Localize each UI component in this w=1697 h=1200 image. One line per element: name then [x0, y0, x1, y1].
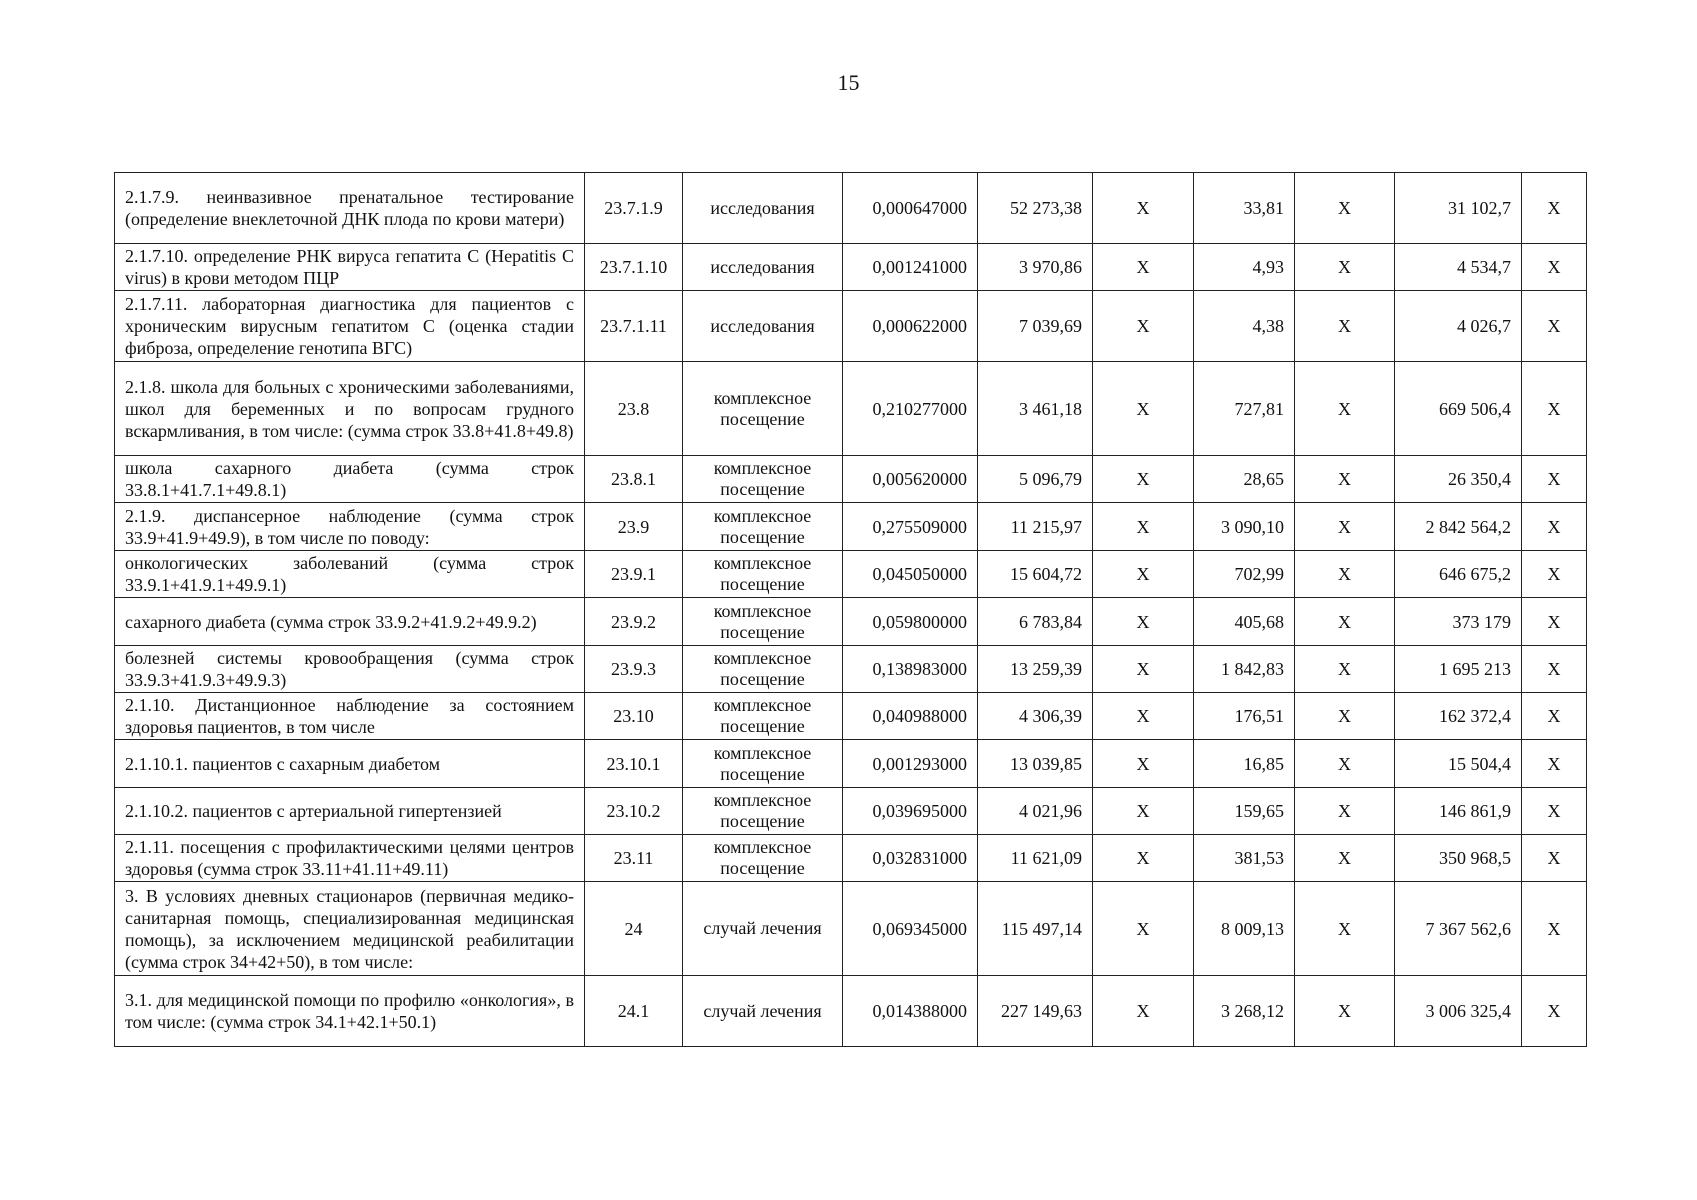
- table-row: [115, 693, 1587, 740]
- cost-cell: 227 149,63: [978, 976, 1093, 1047]
- x-mark-cell: X: [1522, 244, 1587, 291]
- per-capita-cell: 28,65: [1194, 456, 1295, 503]
- unit-cell: комплексное посещение: [683, 835, 843, 882]
- per-capita-cell: 159,65: [1194, 788, 1295, 835]
- row-code-cell: 24: [585, 882, 683, 976]
- table-row: [115, 551, 1587, 598]
- cost-cell: 7 039,69: [978, 291, 1093, 362]
- norm-cell: 0,069345000: [843, 882, 978, 976]
- row-code-cell: 24.1: [585, 976, 683, 1047]
- row-code-cell: 23.7.1.10: [585, 244, 683, 291]
- x-mark-cell: X: [1522, 291, 1587, 362]
- cost-cell: 6 783,84: [978, 598, 1093, 646]
- row-code-cell: 23.9.1: [585, 551, 683, 598]
- table-row: [115, 291, 1587, 362]
- total-cell: 669 506,4: [1395, 362, 1522, 456]
- per-capita-cell: 1 842,83: [1194, 646, 1295, 693]
- per-capita-cell: 33,81: [1194, 173, 1295, 244]
- row-code-cell: 23.10.2: [585, 788, 683, 835]
- norm-cell: 0,005620000: [843, 456, 978, 503]
- page-number: 15: [837, 70, 860, 95]
- unit-cell: случай лечения: [683, 976, 843, 1047]
- cost-cell: 52 273,38: [978, 173, 1093, 244]
- norm-cell: 0,000647000: [843, 173, 978, 244]
- x-mark-cell: X: [1522, 503, 1587, 551]
- unit-cell: исследования: [683, 291, 843, 362]
- table-row: [115, 835, 1587, 882]
- row-name-cell: 2.1.10. Дистанционное наблюдение за состоянием здоровья пациентов, в том числе: [115, 693, 585, 740]
- row-name-cell: 2.1.9. диспансерное наблюдение (сумма строк 33.9+41.9+49.9), в том числе по поводу:: [115, 503, 585, 551]
- per-capita-cell: 3 268,12: [1194, 976, 1295, 1047]
- unit-cell: комплексное посещение: [683, 362, 843, 456]
- per-capita-cell: 16,85: [1194, 740, 1295, 788]
- table-row: [115, 362, 1587, 456]
- row-code-cell: 23.11: [585, 835, 683, 882]
- row-code-cell: 23.7.1.9: [585, 173, 683, 244]
- x-mark-cell: X: [1295, 882, 1395, 976]
- per-capita-cell: 176,51: [1194, 693, 1295, 740]
- x-mark-cell: X: [1522, 693, 1587, 740]
- row-name-cell: 2.1.7.9. неинвазивное пренатальное тестирование (определение внеклеточной ДНК плода по крови матери): [115, 173, 585, 244]
- norm-cell: 0,045050000: [843, 551, 978, 598]
- x-mark-cell: X: [1522, 882, 1587, 976]
- x-mark-cell: X: [1522, 976, 1587, 1047]
- x-mark-cell: X: [1295, 362, 1395, 456]
- x-mark-cell: X: [1522, 788, 1587, 835]
- per-capita-cell: 4,38: [1194, 291, 1295, 362]
- norm-cell: 0,040988000: [843, 693, 978, 740]
- total-cell: 1 695 213: [1395, 646, 1522, 693]
- unit-cell: исследования: [683, 173, 843, 244]
- row-code-cell: 23.9.3: [585, 646, 683, 693]
- total-cell: 350 968,5: [1395, 835, 1522, 882]
- x-mark-cell: X: [1295, 244, 1395, 291]
- cost-cell: 5 096,79: [978, 456, 1093, 503]
- cost-cell: 15 604,72: [978, 551, 1093, 598]
- row-code-cell: 23.7.1.11: [585, 291, 683, 362]
- table-row: [115, 740, 1587, 788]
- row-name-cell: 3. В условиях дневных стационаров (первичная медико-санитарная помощь, специализированная медицинская помощь), за исключением медицинской реабилитации (сумма строк 34+42+50), в том числе:: [115, 882, 585, 976]
- norm-cell: 0,001293000: [843, 740, 978, 788]
- total-cell: 3 006 325,4: [1395, 976, 1522, 1047]
- norm-cell: 0,275509000: [843, 503, 978, 551]
- cost-cell: 11 215,97: [978, 503, 1093, 551]
- row-name-cell: 2.1.7.10. определение РНК вируса гепатита C (Hepatitis C virus) в крови методом ПЦР: [115, 244, 585, 291]
- cost-cell: 13 259,39: [978, 646, 1093, 693]
- norm-cell: 0,014388000: [843, 976, 978, 1047]
- x-mark-cell: X: [1522, 551, 1587, 598]
- table-row: [115, 882, 1587, 976]
- total-cell: 146 861,9: [1395, 788, 1522, 835]
- unit-cell: комплексное посещение: [683, 740, 843, 788]
- table-row: [115, 173, 1587, 244]
- norm-cell: 0,000622000: [843, 291, 978, 362]
- cost-cell: 4 021,96: [978, 788, 1093, 835]
- total-cell: 15 504,4: [1395, 740, 1522, 788]
- table-row: [115, 976, 1587, 1047]
- x-mark-cell: X: [1295, 291, 1395, 362]
- norm-cell: 0,039695000: [843, 788, 978, 835]
- x-mark-cell: X: [1522, 456, 1587, 503]
- unit-cell: комплексное посещение: [683, 598, 843, 646]
- total-cell: 26 350,4: [1395, 456, 1522, 503]
- x-mark-cell: X: [1093, 740, 1194, 788]
- unit-cell: комплексное посещение: [683, 503, 843, 551]
- total-cell: 162 372,4: [1395, 693, 1522, 740]
- cost-cell: 13 039,85: [978, 740, 1093, 788]
- unit-cell: исследования: [683, 244, 843, 291]
- row-name-cell: онкологических заболеваний (сумма строк 33.9.1+41.9.1+49.9.1): [115, 551, 585, 598]
- cost-cell: 115 497,14: [978, 882, 1093, 976]
- row-code-cell: 23.10: [585, 693, 683, 740]
- table-row: [115, 598, 1587, 646]
- per-capita-cell: 702,99: [1194, 551, 1295, 598]
- unit-cell: комплексное посещение: [683, 788, 843, 835]
- cost-cell: 11 621,09: [978, 835, 1093, 882]
- unit-cell: комплексное посещение: [683, 456, 843, 503]
- table-row: [115, 646, 1587, 693]
- per-capita-cell: 405,68: [1194, 598, 1295, 646]
- x-mark-cell: X: [1093, 503, 1194, 551]
- x-mark-cell: X: [1093, 173, 1194, 244]
- row-name-cell: 2.1.7.11. лабораторная диагностика для пациентов с хроническим вирусным гепатитом C (оценка стадии фиброза, определение генотипа ВГС): [115, 291, 585, 362]
- row-name-cell: сахарного диабета (сумма строк 33.9.2+41.9.2+49.9.2): [115, 598, 585, 646]
- row-code-cell: 23.9: [585, 503, 683, 551]
- unit-cell: случай лечения: [683, 882, 843, 976]
- x-mark-cell: X: [1093, 835, 1194, 882]
- total-cell: 7 367 562,6: [1395, 882, 1522, 976]
- x-mark-cell: X: [1295, 646, 1395, 693]
- per-capita-cell: 4,93: [1194, 244, 1295, 291]
- x-mark-cell: X: [1295, 598, 1395, 646]
- x-mark-cell: X: [1295, 835, 1395, 882]
- per-capita-cell: 3 090,10: [1194, 503, 1295, 551]
- row-name-cell: 2.1.10.1. пациентов с сахарным диабетом: [115, 740, 585, 788]
- x-mark-cell: X: [1093, 291, 1194, 362]
- cost-cell: 4 306,39: [978, 693, 1093, 740]
- x-mark-cell: X: [1522, 173, 1587, 244]
- x-mark-cell: X: [1522, 646, 1587, 693]
- norm-cell: 0,210277000: [843, 362, 978, 456]
- table-row: [115, 244, 1587, 291]
- x-mark-cell: X: [1093, 551, 1194, 598]
- x-mark-cell: X: [1522, 740, 1587, 788]
- row-name-cell: 3.1. для медицинской помощи по профилю «онкология», в том числе: (сумма строк 34.1+42.1+50.1): [115, 976, 585, 1047]
- x-mark-cell: X: [1093, 456, 1194, 503]
- row-code-cell: 23.10.1: [585, 740, 683, 788]
- table-row: [115, 456, 1587, 503]
- row-name-cell: школа сахарного диабета (сумма строк 33.8.1+41.7.1+49.8.1): [115, 456, 585, 503]
- x-mark-cell: X: [1093, 693, 1194, 740]
- x-mark-cell: X: [1093, 646, 1194, 693]
- total-cell: 31 102,7: [1395, 173, 1522, 244]
- total-cell: 2 842 564,2: [1395, 503, 1522, 551]
- unit-cell: комплексное посещение: [683, 693, 843, 740]
- table-row: [115, 788, 1587, 835]
- cost-cell: 3 970,86: [978, 244, 1093, 291]
- row-code-cell: 23.8.1: [585, 456, 683, 503]
- x-mark-cell: X: [1295, 788, 1395, 835]
- row-name-cell: 2.1.10.2. пациентов с артериальной гипертензией: [115, 788, 585, 835]
- x-mark-cell: X: [1295, 740, 1395, 788]
- unit-cell: комплексное посещение: [683, 551, 843, 598]
- cost-cell: 3 461,18: [978, 362, 1093, 456]
- x-mark-cell: X: [1295, 551, 1395, 598]
- total-cell: 646 675,2: [1395, 551, 1522, 598]
- x-mark-cell: X: [1522, 835, 1587, 882]
- norm-cell: 0,001241000: [843, 244, 978, 291]
- x-mark-cell: X: [1295, 503, 1395, 551]
- unit-cell: комплексное посещение: [683, 646, 843, 693]
- x-mark-cell: X: [1093, 976, 1194, 1047]
- x-mark-cell: X: [1295, 456, 1395, 503]
- x-mark-cell: X: [1295, 976, 1395, 1047]
- row-code-cell: 23.9.2: [585, 598, 683, 646]
- row-name-cell: болезней системы кровообращения (сумма строк 33.9.3+41.9.3+49.9.3): [115, 646, 585, 693]
- table-row: [115, 503, 1587, 551]
- table-body: [115, 173, 1587, 1047]
- row-code-cell: 23.8: [585, 362, 683, 456]
- per-capita-cell: 727,81: [1194, 362, 1295, 456]
- row-name-cell: 2.1.11. посещения с профилактическими целями центров здоровья (сумма строк 33.11+41.11+49.11): [115, 835, 585, 882]
- norm-cell: 0,138983000: [843, 646, 978, 693]
- x-mark-cell: X: [1093, 598, 1194, 646]
- norm-cell: 0,059800000: [843, 598, 978, 646]
- x-mark-cell: X: [1295, 173, 1395, 244]
- total-cell: 4 026,7: [1395, 291, 1522, 362]
- total-cell: 373 179: [1395, 598, 1522, 646]
- data-table: [114, 172, 1587, 1047]
- x-mark-cell: X: [1295, 693, 1395, 740]
- total-cell: 4 534,7: [1395, 244, 1522, 291]
- norm-cell: 0,032831000: [843, 835, 978, 882]
- x-mark-cell: X: [1522, 598, 1587, 646]
- row-name-cell: 2.1.8. школа для больных с хроническими заболеваниями, школ для беременных и по вопросам грудного вскармливания, в том числе: (сумма строк 33.8+41.8+49.8): [115, 362, 585, 456]
- x-mark-cell: X: [1093, 882, 1194, 976]
- x-mark-cell: X: [1093, 788, 1194, 835]
- x-mark-cell: X: [1093, 244, 1194, 291]
- per-capita-cell: 381,53: [1194, 835, 1295, 882]
- x-mark-cell: X: [1522, 362, 1587, 456]
- x-mark-cell: X: [1093, 362, 1194, 456]
- per-capita-cell: 8 009,13: [1194, 882, 1295, 976]
